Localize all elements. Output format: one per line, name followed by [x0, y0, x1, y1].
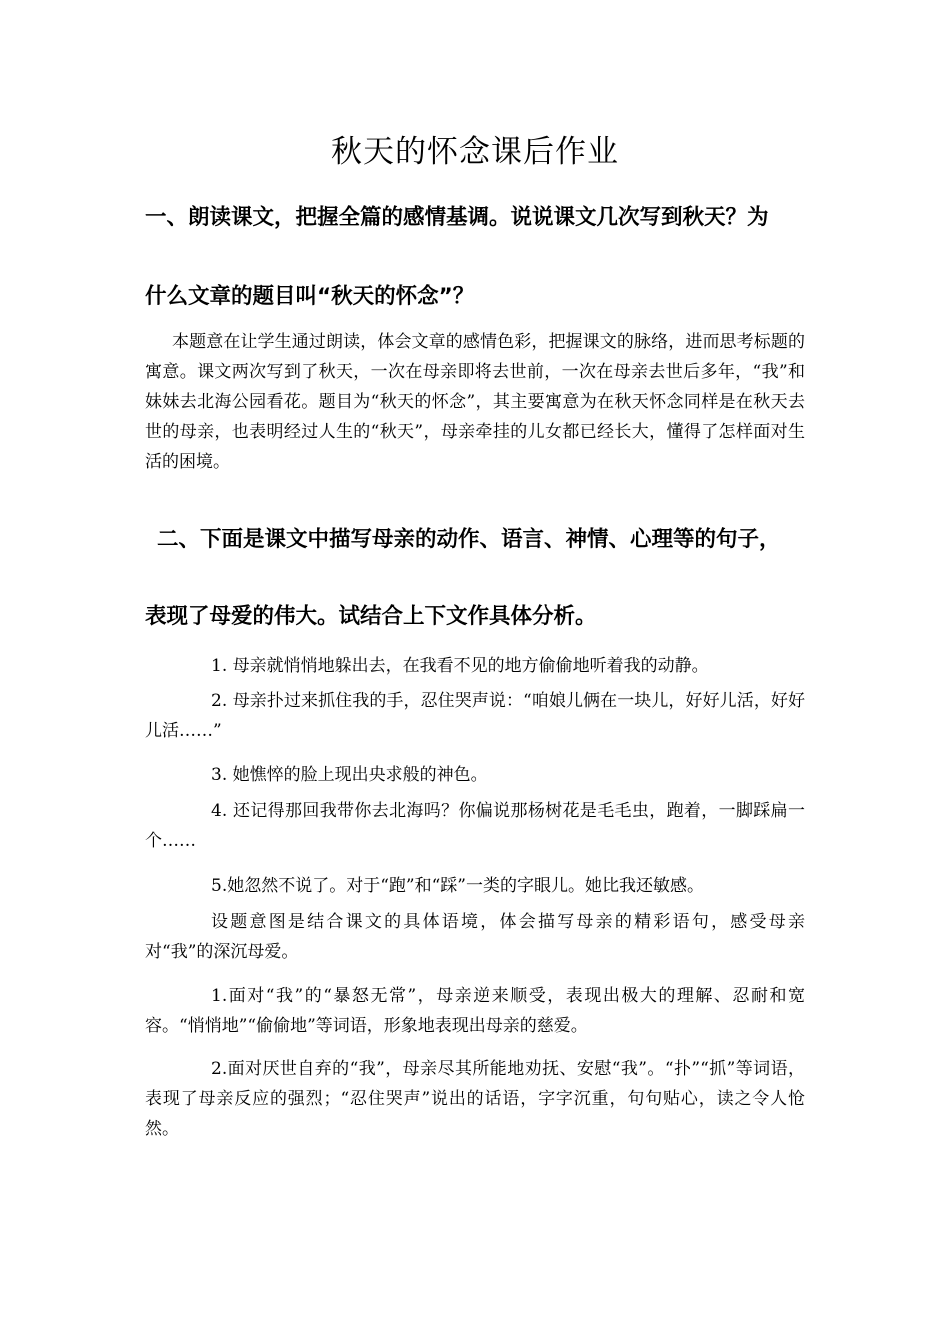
- sentence-item-2: 2. 母亲扑过来抓住我的手，忍住哭声说：“咱娘儿俩在一块儿，好好儿活，好好儿活……”: [145, 691, 805, 741]
- question-1-heading-line-1: 一、朗读课文，把握全篇的感情基调。说说课文几次写到秋天？为: [145, 205, 769, 230]
- question-1-answer: 本题意在让学生通过朗读，体会文章的感情色彩，把握课文的脉络，进而思考标题的寓意。课文两次写到了秋天，一次在母亲即将去世前，一次在母亲去世后多年，“我”和妹妹去北海公园看花。题目为“秋天的怀念”，其主要寓意为在秋天怀念同样是在秋天去世的母亲，也表明经过人生的“秋天”，母亲牵挂的儿女都已经长大，懂得了怎样面对生活的困境。: [145, 332, 805, 472]
- question-1-heading-line-2: 什么文章的题目叫“秋天的怀念”？: [145, 284, 475, 309]
- sentence-item-5: 5.她忽然不说了。对于“跑”和“踩”一类的字眼儿。她比我还敏感。: [211, 876, 704, 896]
- sentence-item-1: 1. 母亲就悄悄地躲出去，在我看不见的地方偷偷地听着我的动静。: [211, 656, 709, 676]
- sentence-item-4: 4. 还记得那回我带你去北海吗？你偏说那杨树花是毛毛虫，跑着，一脚踩扁一个……: [145, 801, 805, 851]
- design-intent-paragraph: 设题意图是结合课文的具体语境，体会描写母亲的精彩语句，感受母亲对“我”的深沉母爱。: [145, 912, 805, 962]
- analysis-paragraph-2: 2.面对厌世自弃的“我”，母亲尽其所能地劝抚、安慰“我”。“扑”“抓”等词语，表现了母亲反应的强烈；“忍住哭声”说出的话语，字字沉重，句句贴心，读之令人怆然。: [145, 1059, 805, 1139]
- sentence-item-3: 3. 她憔悴的脸上现出央求般的神色。: [211, 765, 488, 785]
- question-2-heading-line-1: 二、下面是课文中描写母亲的动作、语言、神情、心理等的句子，: [157, 527, 781, 552]
- analysis-paragraph-1: 1.面对“我”的“暴怒无常”，母亲逆来顺受，表现出极大的理解、忍耐和宽容。“悄悄地”“偷偷地”等词语，形象地表现出母亲的慈爱。: [145, 986, 805, 1036]
- question-2-heading-line-2: 表现了母爱的伟大。试结合上下文作具体分析。: [145, 604, 597, 629]
- page-title: 秋天的怀念课后作业: [331, 134, 619, 170]
